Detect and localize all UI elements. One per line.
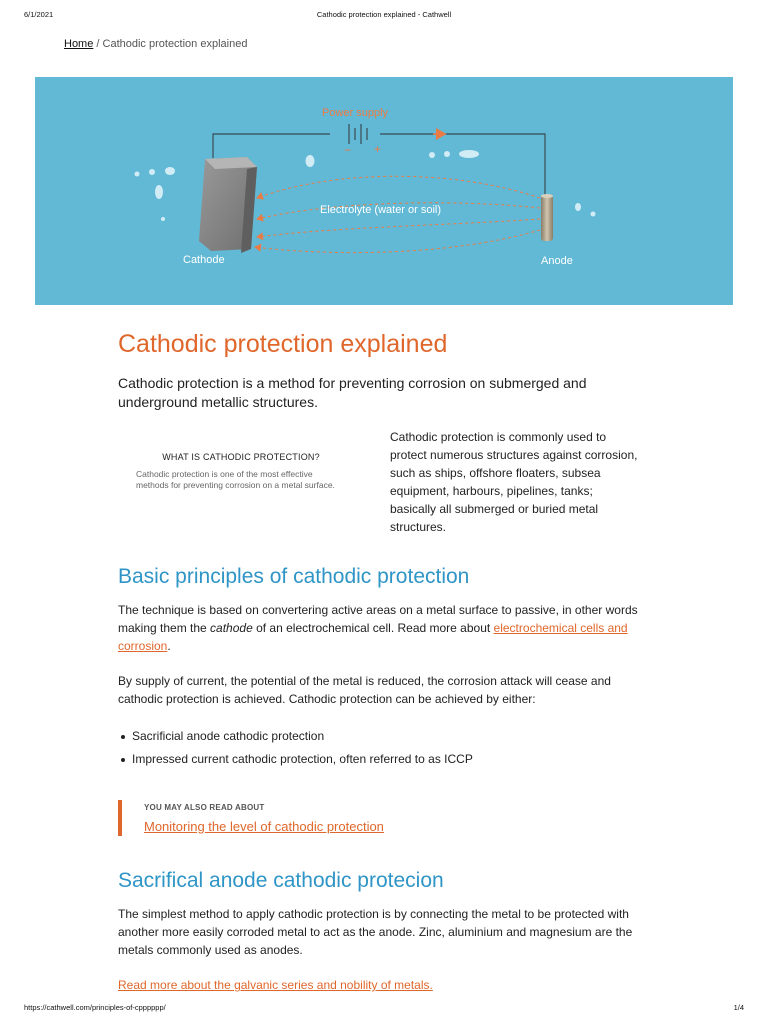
breadcrumb	[64, 38, 247, 50]
p1-text-before: The technique is based on convertering active areas on a metal surface to passive, in other words making them the	[118, 603, 638, 635]
list-item: Sacrificial anode cathodic protection	[120, 727, 640, 750]
list-item: Impressed current cathodic protection, often referred to as ICCP	[120, 750, 640, 773]
basic-principles-paragraph-1	[118, 601, 648, 655]
galvanic-series-link[interactable]: Read more about the galvanic series and nobility of metals.	[118, 978, 433, 992]
lead-paragraph: Cathodic protection is a method for preventing corrosion on submerged and underground metallic structures.	[118, 375, 587, 410]
p1-text-end: .	[167, 639, 171, 653]
print-url: https://cathwell.com/principles-of-cpppppp/	[24, 1003, 166, 1012]
breadcrumb-current: Cathodic protection explained	[102, 38, 248, 50]
power-supply-label: Power supply	[322, 107, 389, 119]
electrochemical-cells-link[interactable]: electrochemical cells and corrosion	[118, 621, 628, 653]
sacrificial-anode-paragraph: The simplest method to apply cathodic protection is by connecting the metal to be protected with another more easily corroded metal to act as the anode. Zinc, aluminium and magnesium are the metals commonly used as anodes.	[118, 907, 633, 957]
print-header	[0, 10, 768, 22]
hero-diagram	[35, 77, 733, 305]
cathode-label: Cathode	[183, 254, 225, 266]
anode-label: Anode	[541, 255, 573, 267]
basic-principles-paragraph-2: By supply of current, the potential of the metal is reduced, the corrosion attack will cease and cathodic protection is achieved. Cathodic protection can be achieved by either:	[118, 674, 611, 706]
cathode-steel-block	[199, 157, 257, 253]
print-date: 6/1/2021	[24, 10, 54, 19]
monitoring-cp-link[interactable]: Monitoring the level of cathodic protection	[144, 819, 384, 834]
anode-cylinder	[541, 194, 553, 241]
section-heading-basic-principles: Basic principles of cathodic protection	[118, 565, 470, 588]
breadcrumb-separator: /	[93, 38, 103, 50]
callout-text: Cathodic protection is one of the most effective methods for preventing corrosion on a metal surface.	[136, 469, 335, 490]
read-also-box	[118, 800, 518, 836]
read-also-kicker: YOU MAY ALSO READ ABOUT	[144, 803, 265, 812]
usage-paragraph: Cathodic protection is commonly used to protect numerous structures against corrosion, such as ships, offshore floaters, subsea equipment, harbours, pipelines, tanks; basically all submerged or buried metal structures.	[390, 430, 638, 534]
print-page-number: 1/4	[733, 1003, 744, 1012]
battery-minus-label: −	[344, 143, 352, 157]
section-heading-sacrificial-anode: Sacrifical anode cathodic protecion	[118, 869, 444, 892]
breadcrumb-home-link[interactable]: Home	[64, 38, 94, 50]
electrolyte-label: Electrolyte (water or soil)	[320, 204, 442, 216]
p1-text-after: of an electrochemical cell. Read more about	[252, 621, 494, 635]
callout-heading: WHAT IS CATHODIC PROTECTION?	[162, 452, 320, 462]
p1-cathode-emphasis: cathode	[210, 621, 253, 635]
battery-plus-label: +	[374, 142, 382, 156]
print-title: Cathodic protection explained - Cathwell	[316, 10, 452, 19]
what-is-callout	[136, 452, 346, 491]
page-title: Cathodic protection explained	[118, 330, 448, 358]
cp-methods-list	[120, 727, 640, 773]
